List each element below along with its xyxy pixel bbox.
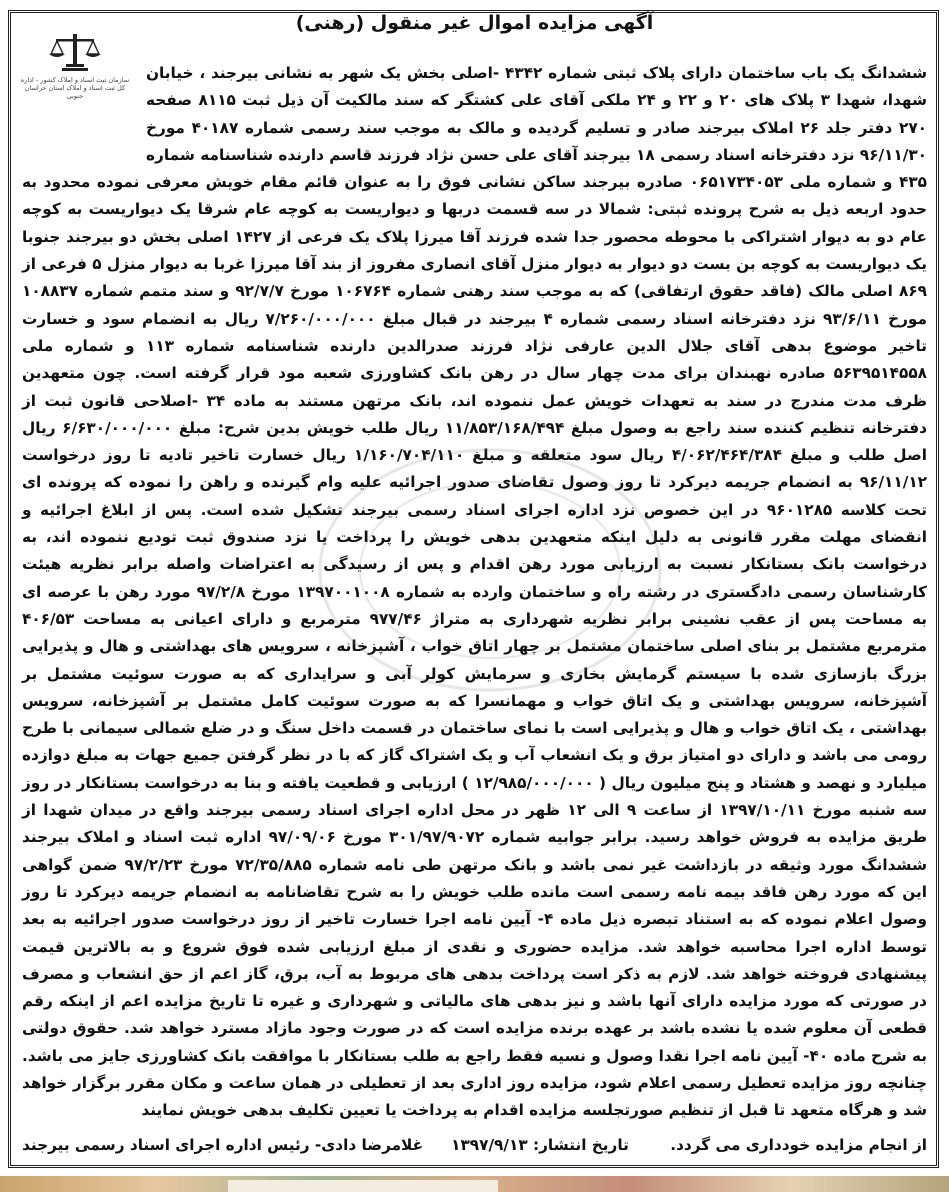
notice-body-text: ششدانگ یک باب ساختمان دارای پلاک ثبتی شماره ۴۳۴۲ -اصلی بخش یک شهر به نشانی بیرجند ، خیابان شهدا، شهدا ۳ پلاک های ۲۰ و ۲۲ و ۲۴ ملکی آقای علی کشتگر که سند مالکیت آن ذیل ثبت ۸۱۱۵ صفحه ۲۷۰ دفتر جلد ۲۶ املاک بیرجند صادر و تسلیم گردیده و مالک به موجب سند رسمی شماره ۴۰۱۸۷ مورخ ۹۶/۱۱/۳۰ نزد دفترخانه اسناد رسمی ۱۸ بیرجند آقای علی حسن نژاد فرزند قاسم دارنده شناسنامه شماره ۴۳۵ و شماره ملی ۰۶۵۱۷۳۴۰۵۳ صادره بیرجند ساکن نشانی فوق را به عنوان قائم مقام خویش معرفی نموده محدود به حدود اربعه ذیل به شرح پرونده ثبتی: شمالا در سه قسمت دربها و دیواریست به کوچه عام شرقا یک دیواریست به کوچه عام دو به دیوار اشتراکی با محوطه محصور جدا شده فرزند آقا میرزا پلاک یک فرعی از ۱۴۲۷ اصلی بخش دو بیرجند جنوبا یک دیواریست به کوچه بن بست دو دیوار به دیوار منزل آقای انصاری مفروز از بند آقا میرزا غربا به دیوار منزل ۵ فرعی از ۸۶۹ اصلی مالک (فاقد حقوق ارتفاقی) که به موجب سند رهنی شماره ۱۰۶۷۶۴ مورخ ۹۲/۷/۷ و سند متمم شماره ۱۰۸۸۳۷ مورخ ۹۳/۶/۱۱ نزد دفترخانه اسناد رسمی شماره ۴ بیرجند در قبال مبلغ ۷/۲۶۰/۰۰۰/۰۰۰ ریال به انضمام سود و خسارت تاخیر موضوع بدهی آقای جلال الدین عارفی نژاد فرزند صدرالدین دارنده شناسنامه شماره ۱۱۳ و شماره ملی ۵۶۳۹۵۱۴۵۵۸ صادره نهبندان برای مدت چهار سال در رهن بانک کشاورزی شعبه مود قرار گرفته است. چون متعهدین ظرف مدت مندرج در سند به تعهدات خویش عمل ننموده اند، بانک مرتهن مستند به ماده ۳۴ -اصلاحی قانون ثبت از دفترخانه تنظیم کننده سند راجع به وصول مبلغ ۱۱/۸۵۳/۱۶۸/۴۹۴ ریال طلب خویش بدین شرح: مبلغ ۶/۶۳۰/۰۰۰/۰۰۰ ریال اصل طلب و مبلغ ۴/۰۶۲/۴۶۴/۳۸۴ ریال سود متعلقه و مبلغ ۱/۱۶۰/۷۰۴/۱۱۰ ریال خسارت تاخیر تادیه تا روز درخواست ۹۶/۱۱/۱۲ به انضمام جریمه دیرکرد تا روز وصول تقاضای صدور اجرائیه علیه وام گیرنده و راهن را نموده که پرونده ای تحت کلاسه ۹۶۰۱۲۸۵ در این خصوص نزد اداره اجرای اسناد رسمی بیرجند تشکیل شده است. پس از ابلاغ اجرائیه و انقضای مهلت مقرر قانونی به دلیل اینکه متعهدین بدهی خویش را پرداخت یا نزد صندوق ثبت تودیع ننموده اند، به درخواست بانک بستانکار نسبت به ارزیابی مورد رهن اقدام و پس از رسیدگی به اعتراضات واصله برابر نظریه هیئت کارشناسان رسمی دادگستری در رشته راه و ساختمان وارده به شماره ۱۳۹۷۰۰۱۰۰۸ مورخ ۹۷/۲/۸ مورد رهن با عرصه ای به مساحت پس از عقب نشینی برابر نظریه شهرداری به متراژ ۹۷۷/۴۶ مترمربع و دارای اعیانی به مساحت ۴۰۶/۵۳ مترمربع مشتمل بر بنای اصلی ساختمان مشتمل بر چهار اتاق خواب ، آشپزخانه ، سرویس های بهداشتی و هال و پذیرایی بزرگ بازسازی شده با سیستم گرمایش بخاری و سرمایش کولر آبی و سرایداری که به صورت سوئیت مشتمل بر آشپزخانه، سرویس بهداشتی و یک اتاق خواب و مهمانسرا که به صورت سوئیت کامل مشتمل بر آشپزخانه، سرویس بهداشتی ، یک اتاق خواب و هال و پذیرایی است با نمای ساختمان در قسمت داخل سنگ و در ضلع شمالی سیمانی با طرح رومی می باشد و دارای دو امتیاز برق و یک انشعاب آب و یک اشتراک گاز که با در نظر گرفتن جمیع جهات به مبلغ دوازده میلیارد و نهصد و هشتاد و پنج میلیون ریال ( ۱۲/۹۸۵/۰۰۰/۰۰۰ ) ارزیابی و قطعیت یافته و بنا به درخواست بستانکار در روز سه شنبه مورخ ۱۳۹۷/۱۰/۱۱ از ساعت ۹ الی ۱۲ ظهر در محل اداره اجرای اسناد رسمی بیرجند واقع در میدان شهدا از طریق مزایده به فروش خواهد رسید. برابر جوابیه شماره ۳۰۱/۹۷/۹۰۷۲ مورخ ۹۷/۰۹/۰۶ اداره ثبت اسناد و املاک بیرجند ششدانگ مورد وثیقه در بازداشت غیر نمی باشد و بانک مرتهن طی نامه شماره ۷۲/۳۵/۸۸۵ مورخ ۹۷/۲/۲۳ ضمن گواهی این که مورد رهن فاقد بیمه نامه رسمی است مانده طلب خویش را به شرح تقاضانامه به انضمام جریمه دیرکرد تا روز وصول اعلام نموده که به استناد تبصره ذیل ماده ۴- آیین نامه اجرا خسارت تاخیر از روز درخواست صدور اجرائیه به بعد توسط اداره اجرا محاسبه خواهد شد. مزایده حضوری و نقدی از مبلغ ارزیابی شده فوق شروع و به بالاترین قیمت پیشنهادی فروخته خواهد شد. لازم به ذکر است پرداخت بدهی های مربوط به آب، برق، گاز اعم از حق انشعاب و مصرف در صورتی که مورد مزایده دارای آنها باشد و نیز بدهی های مالیاتی و شهرداری و غیره تا تاریخ مزایده اعم از اینکه رقم قطعی آن معلوم شده یا نشده باشد بر عهده برنده مزایده است که در صورت وجود مازاد مسترد خواهد شد. حقوق دولتی به شرح ماده ۴۰- آیین نامه اجرا نقدا وصول و نسیه فقط راجع به طلب بستانکار با موافقت بانک کشاورزی جایز می باشد. چنانچه روز مزایده تعطیل رسمی اعلام شود، مزایده روز اداری بعد از تعطیلی در همان ساعت و مکان مقرر برگزار خواهد شد و هرگاه متعهد تا قبل از تنظیم صورتجلسه مزایده اقدام به پرداخت یا تعیین تکلیف بدهی خویش نمایند (22, 64, 928, 1120)
strip-bar (228, 1180, 498, 1192)
signature: غلامرضا دادی- رئیس اداره اجرای اسناد رسمی بیرجند (22, 1136, 424, 1154)
publish-date: تاریخ انتشار: ۱۳۹۷/۹/۱۳ (451, 1136, 629, 1154)
notice-body (22, 60, 927, 1125)
emblem-caption: سازمان ثبت اسناد و املاک کشور - اداره کل ثبت اسناد و املاک استان خراسان جنوبی (20, 76, 130, 100)
notice-footer (22, 1136, 927, 1154)
notice-title: آگهی مزایده اموال غیر منقول (رهنی) (295, 12, 654, 34)
footer-end-text: از انجام مزایده خودداری می گردد. (670, 1136, 927, 1154)
next-page-strip (0, 1176, 949, 1192)
